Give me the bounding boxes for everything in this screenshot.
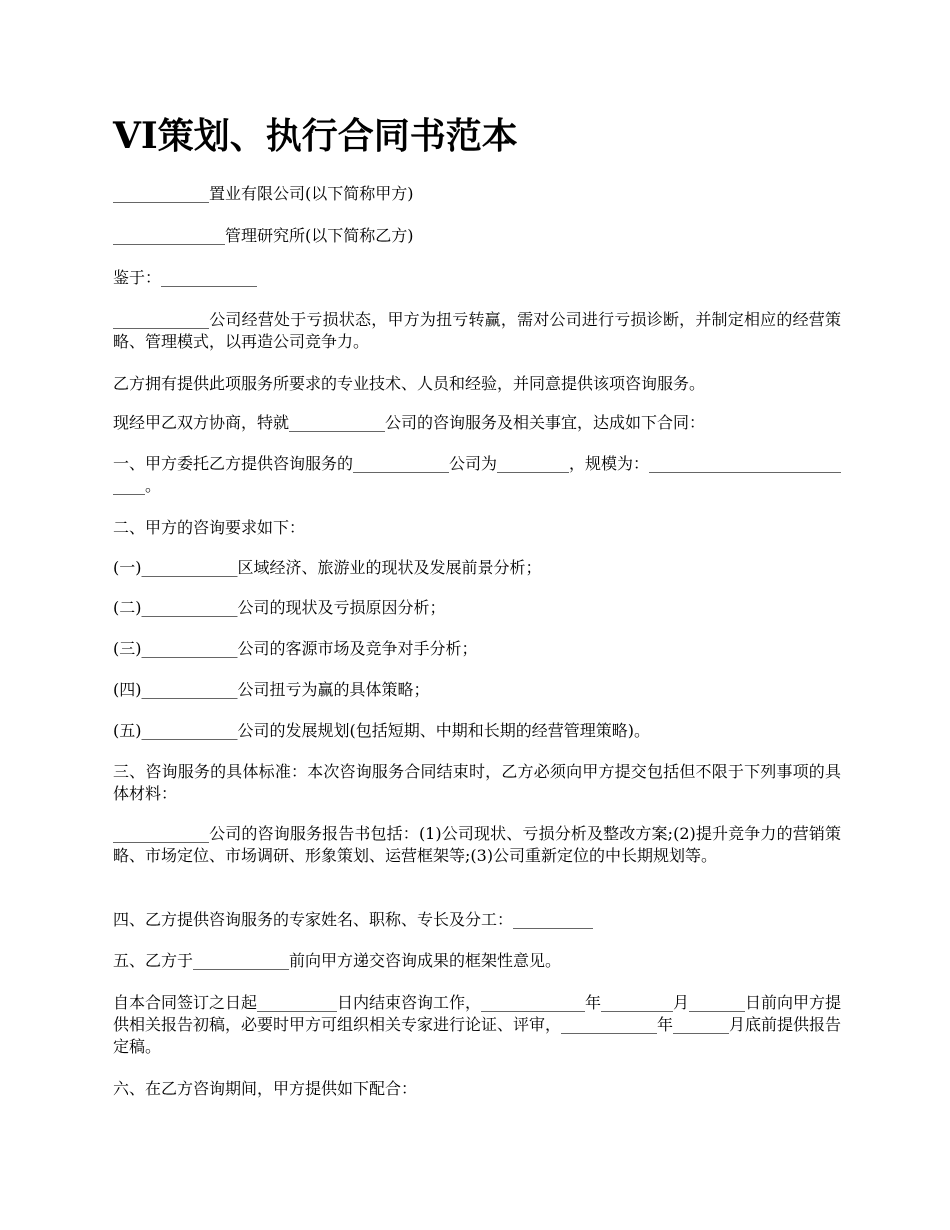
requirement-item-3: (三)____________公司的客源市场及竞争对手分析； [113, 639, 478, 658]
schedule-paragraph: 自本合同签订之日起__________日内结束咨询工作，_____________年_________月_______日前向甲方提供相关报告初稿，必要时甲方可组织相关专家进行论证、评审，____________年_______月底前提供报告定稿。 [113, 993, 842, 1056]
clause-four: 四、乙方提供咨询服务的专家姓名、职称、专长及分工：__________ [113, 910, 594, 929]
clause-three: 三、咨询服务的具体标准：本次咨询服务合同结束时，乙方必须向甲方提交包括但不限于下列事项的具体材料： [113, 762, 841, 803]
requirement-item-2: (二)____________公司的现状及亏损原因分析； [113, 598, 446, 617]
clause-six: 六、在乙方咨询期间，甲方提供如下配合： [113, 1079, 418, 1098]
capability-paragraph: 乙方拥有提供此项服务所要求的专业技术、人员和经验，并同意提供该项咨询服务。 [113, 374, 706, 393]
background-paragraph: ____________公司经营处于亏损状态，甲方为扭亏转赢，需对公司进行亏损诊断，并制定相应的经营策略、管理模式，以再造公司竞争力。 [113, 310, 841, 351]
agreement-paragraph: 现经甲乙双方协商，特就____________公司的咨询服务及相关事宜，达成如下合同： [113, 413, 706, 432]
requirement-item-1: (一)____________区域经济、旅游业的现状及发展前景分析； [113, 558, 542, 577]
requirement-item-5: (五)____________公司的发展规划(包括短期、中期和长期的经营管理策略)。 [113, 721, 650, 740]
clause-five: 五、乙方于____________前向甲方递交咨询成果的框架性意见。 [113, 951, 562, 970]
party-a-line: ____________置业有限公司(以下简称甲方) [113, 184, 414, 203]
report-contents-paragraph: ____________公司的咨询服务报告书包括：(1)公司现状、亏损分析及整改方案;(2)提升竞争力的营销策略、市场定位、市场调研、形象策划、运营框架等;(3)公司重新定位的中长期规划等。 [113, 824, 841, 865]
requirement-item-4: (四)____________公司扭亏为赢的具体策略； [113, 680, 430, 699]
whereas-line: 鉴于：____________ [113, 268, 258, 287]
clause-one: 一、甲方委托乙方提供咨询服务的____________公司为_________，规模为：____________________________。 [113, 454, 842, 495]
party-b-line: ______________管理研究所(以下简称乙方) [113, 226, 414, 245]
document-title: VI策划、执行合同书范本 [113, 115, 518, 157]
clause-two-heading: 二、甲方的咨询要求如下： [113, 518, 306, 537]
